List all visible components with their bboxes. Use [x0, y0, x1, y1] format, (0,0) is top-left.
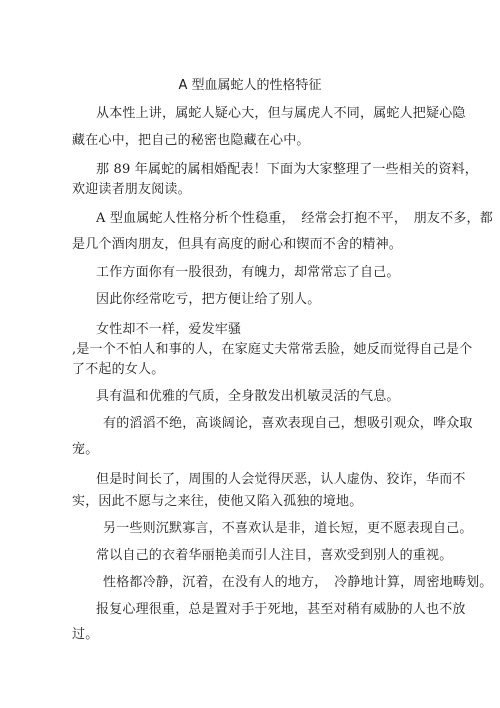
paragraph-line: 从本性上讲，属蛇人疑心大，但与属虎人不同，属蛇人把疑心隐	[96, 106, 466, 121]
paragraph-line: 工作方面你有一股很劲，有魄力，却常常忘了自己。	[96, 265, 400, 280]
paragraph-line: 实，因此不愿与之来往，使他又陷入孤独的境地。	[72, 494, 363, 509]
paragraph-line: 另一些则沉默寡言，不喜欢认是非，道长短，更不愿表现自己。	[103, 521, 473, 536]
paragraph-line: 报复心理很重，总是置对手于死地，甚至对稍有威胁的人也不放	[96, 602, 466, 617]
paragraph-line: 有的滔滔不绝，高谈阔论，喜欢表现自己，想吸引观众，哗众取	[103, 416, 473, 431]
paragraph-line: A 型血属蛇人性格分析个性稳重， 经常会打抱不平， 朋友不多，都	[96, 211, 493, 226]
paragraph-line: 女性却不一样，爱发牢骚	[96, 322, 242, 337]
paragraph-line: 宠。	[72, 442, 99, 457]
document-title: A 型血属蛇人的性格特征	[178, 78, 322, 93]
paragraph-line: 过。	[72, 627, 99, 642]
paragraph-line: 了不起的女人。	[72, 362, 165, 377]
paragraph-line: 具有温和优雅的气质，全身散发出机敏灵活的气息。	[96, 389, 400, 404]
paragraph-line: 性格都冷静，沉着，在没有人的地方， 冷静地计算，周密地畴划。	[103, 575, 493, 590]
paragraph-line: 但是时间长了，周围的人会觉得厌恶，认人虚伪、狡诈，华而不	[96, 472, 466, 487]
paragraph-line: ,是一个不怕人和事的人，在家庭丈夫常常丢脸，她反而觉得自己是个	[72, 342, 473, 357]
paragraph-line: 常以自己的衣着华丽艳美而引人注目，喜欢受到别人的重视。	[96, 548, 453, 563]
paragraph-line: 那 89 年属蛇的属相婚配表！下面为大家整理了一些相关的资料，	[96, 162, 479, 177]
paragraph-line: 是几个酒肉朋友，但具有高度的耐心和锲而不舍的精神。	[72, 237, 403, 252]
paragraph-line: 因此你经常吃亏，把方便让给了别人。	[96, 292, 321, 307]
paragraph-line: 藏在心中，把自己的秘密也隐藏在心中。	[72, 133, 310, 148]
paragraph-line: 欢迎读者朋友阅读。	[72, 182, 191, 197]
